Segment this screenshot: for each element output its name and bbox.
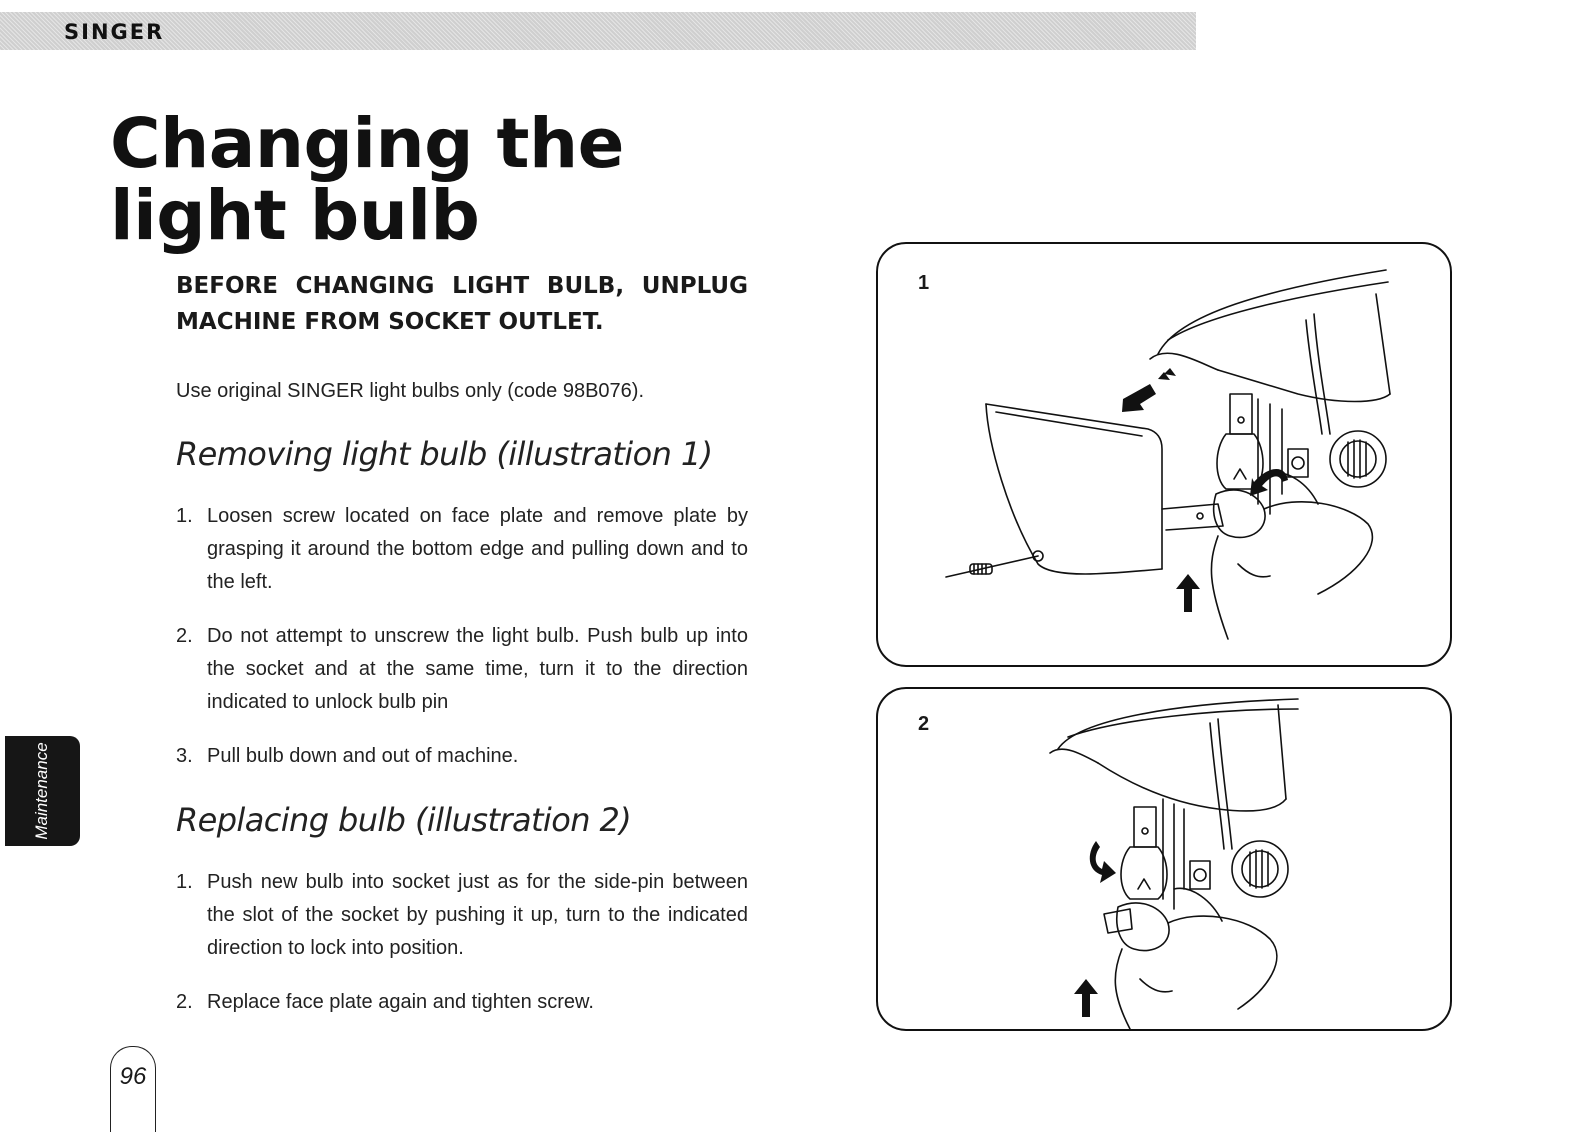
list-item <box>176 620 748 719</box>
step-number: 1. <box>176 505 193 527</box>
page-number: 96 <box>119 1063 147 1090</box>
list-item <box>176 740 748 773</box>
chapter-tab <box>5 736 80 846</box>
page-number-box <box>110 1046 156 1132</box>
warning-text: BEFORE CHANGING LIGHT BULB, UNPLUG MACHINE FROM SOCKET OUTLET. <box>176 273 748 335</box>
list-item <box>176 500 748 599</box>
replacing-steps <box>176 866 748 1019</box>
illustration-2 <box>876 687 1452 1031</box>
list-item <box>176 986 748 1019</box>
list-item <box>176 866 748 965</box>
illustration-2-drawing <box>878 689 1450 1029</box>
step-text: Replace face plate again and tighten screw. <box>207 991 594 1013</box>
illustration-1-drawing <box>878 244 1450 665</box>
step-text: Pull bulb down and out of machine. <box>207 745 519 767</box>
step-number: 3. <box>176 745 193 767</box>
illustration-2-label: 2 <box>918 713 930 735</box>
step-text: Do not attempt to unscrew the light bulb. Push bulb up into the socket and at the same time, turn it to the direction indicated to unlock bulb pin <box>207 625 748 713</box>
step-number: 2. <box>176 991 193 1013</box>
step-number: 1. <box>176 871 193 893</box>
page-title: Changing the light bulb <box>110 104 624 256</box>
step-number: 2. <box>176 625 193 647</box>
step-text: Push new bulb into socket just as for the side-pin between the slot of the socket by pushing it up, turn to the indicated direction to lock into position. <box>207 871 748 959</box>
header-band <box>0 12 1196 50</box>
removing-steps <box>176 500 748 773</box>
illustration-1-label: 1 <box>918 272 930 294</box>
step-text: Loosen screw located on face plate and remove plate by grasping it around the bottom edge and pulling down and to the left. <box>207 505 748 593</box>
bulb-code-note: Use original SINGER light bulbs only (code 98B076). <box>176 380 645 402</box>
brand-logo: SINGER <box>64 20 165 44</box>
illustration-1 <box>876 242 1452 667</box>
chapter-tab-label: Maintenance <box>32 742 51 840</box>
section-heading-replacing: Replacing bulb (illustration 2) <box>176 801 632 839</box>
section-heading-removing: Removing light bulb (illustration 1) <box>176 435 713 473</box>
